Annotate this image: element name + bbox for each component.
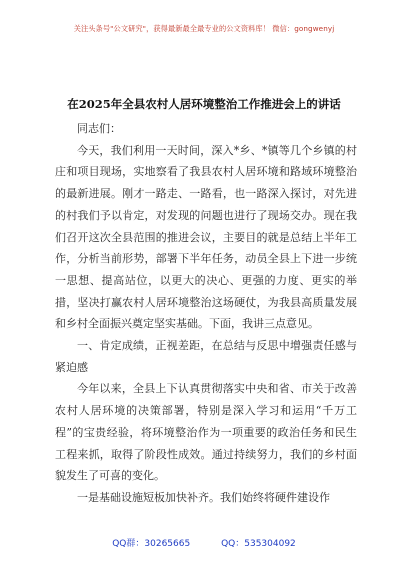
footer-qq-group: QQ群：30265665 [112, 539, 191, 549]
paragraph: 今天，我们利用一天时间，深入*乡、*镇等几个乡镇的村庄和项目现场，实地察看了我县农村人居环境和路域环境整治的最新进展。刚才一路走、一路看，也一路深入探讨，对先进的村我们予以肯定，对发现的问题也进行了现场交办。现在我们召开这次全县范围的推进会议，主要目的就是总结上半年工作，分析当前形势，部署下半年任务，动员全县上下进一步统一思想、提高站位，以更大的决心、更强的力度、更实的举措，坚决打赢农村人居环境整治这场硬仗，为我县高质量发展和乡村全面振兴奠定坚实基础。下面，我讲三点意见。 [55, 143, 357, 331]
section-heading: 一、肯定成绩，正视差距，在总结与反思中增强责任感与紧迫感 [55, 339, 357, 374]
paragraph: 一是基础设施短板加快补齐。我们始终将硬件建设作 [77, 490, 330, 504]
document-body [55, 118, 357, 509]
header-banner: 关注头条号"公文研究"，获得最新最全最专业的公文资料库！ 微信：gongwenyj [73, 24, 335, 33]
footer-contact [0, 536, 408, 549]
footer-qq: QQ：535304092 [221, 539, 296, 549]
paragraph: 今年以来，全县上下认真贯彻落实中央和省、市关于改善农村人居环境的决策部署，特别是深入学习和运用“千万工程”的宝贵经验，将环境整治作为一项重要的政治任务和民生工程来抓，取得了阶段性成效。通过持续努力，我们的乡村面貌发生了可喜的变化。 [55, 382, 357, 483]
salutation: 同志们： [77, 122, 121, 135]
document-title: 在2025年全县农村人居环境整治工作推进会上的讲话 [67, 97, 341, 111]
